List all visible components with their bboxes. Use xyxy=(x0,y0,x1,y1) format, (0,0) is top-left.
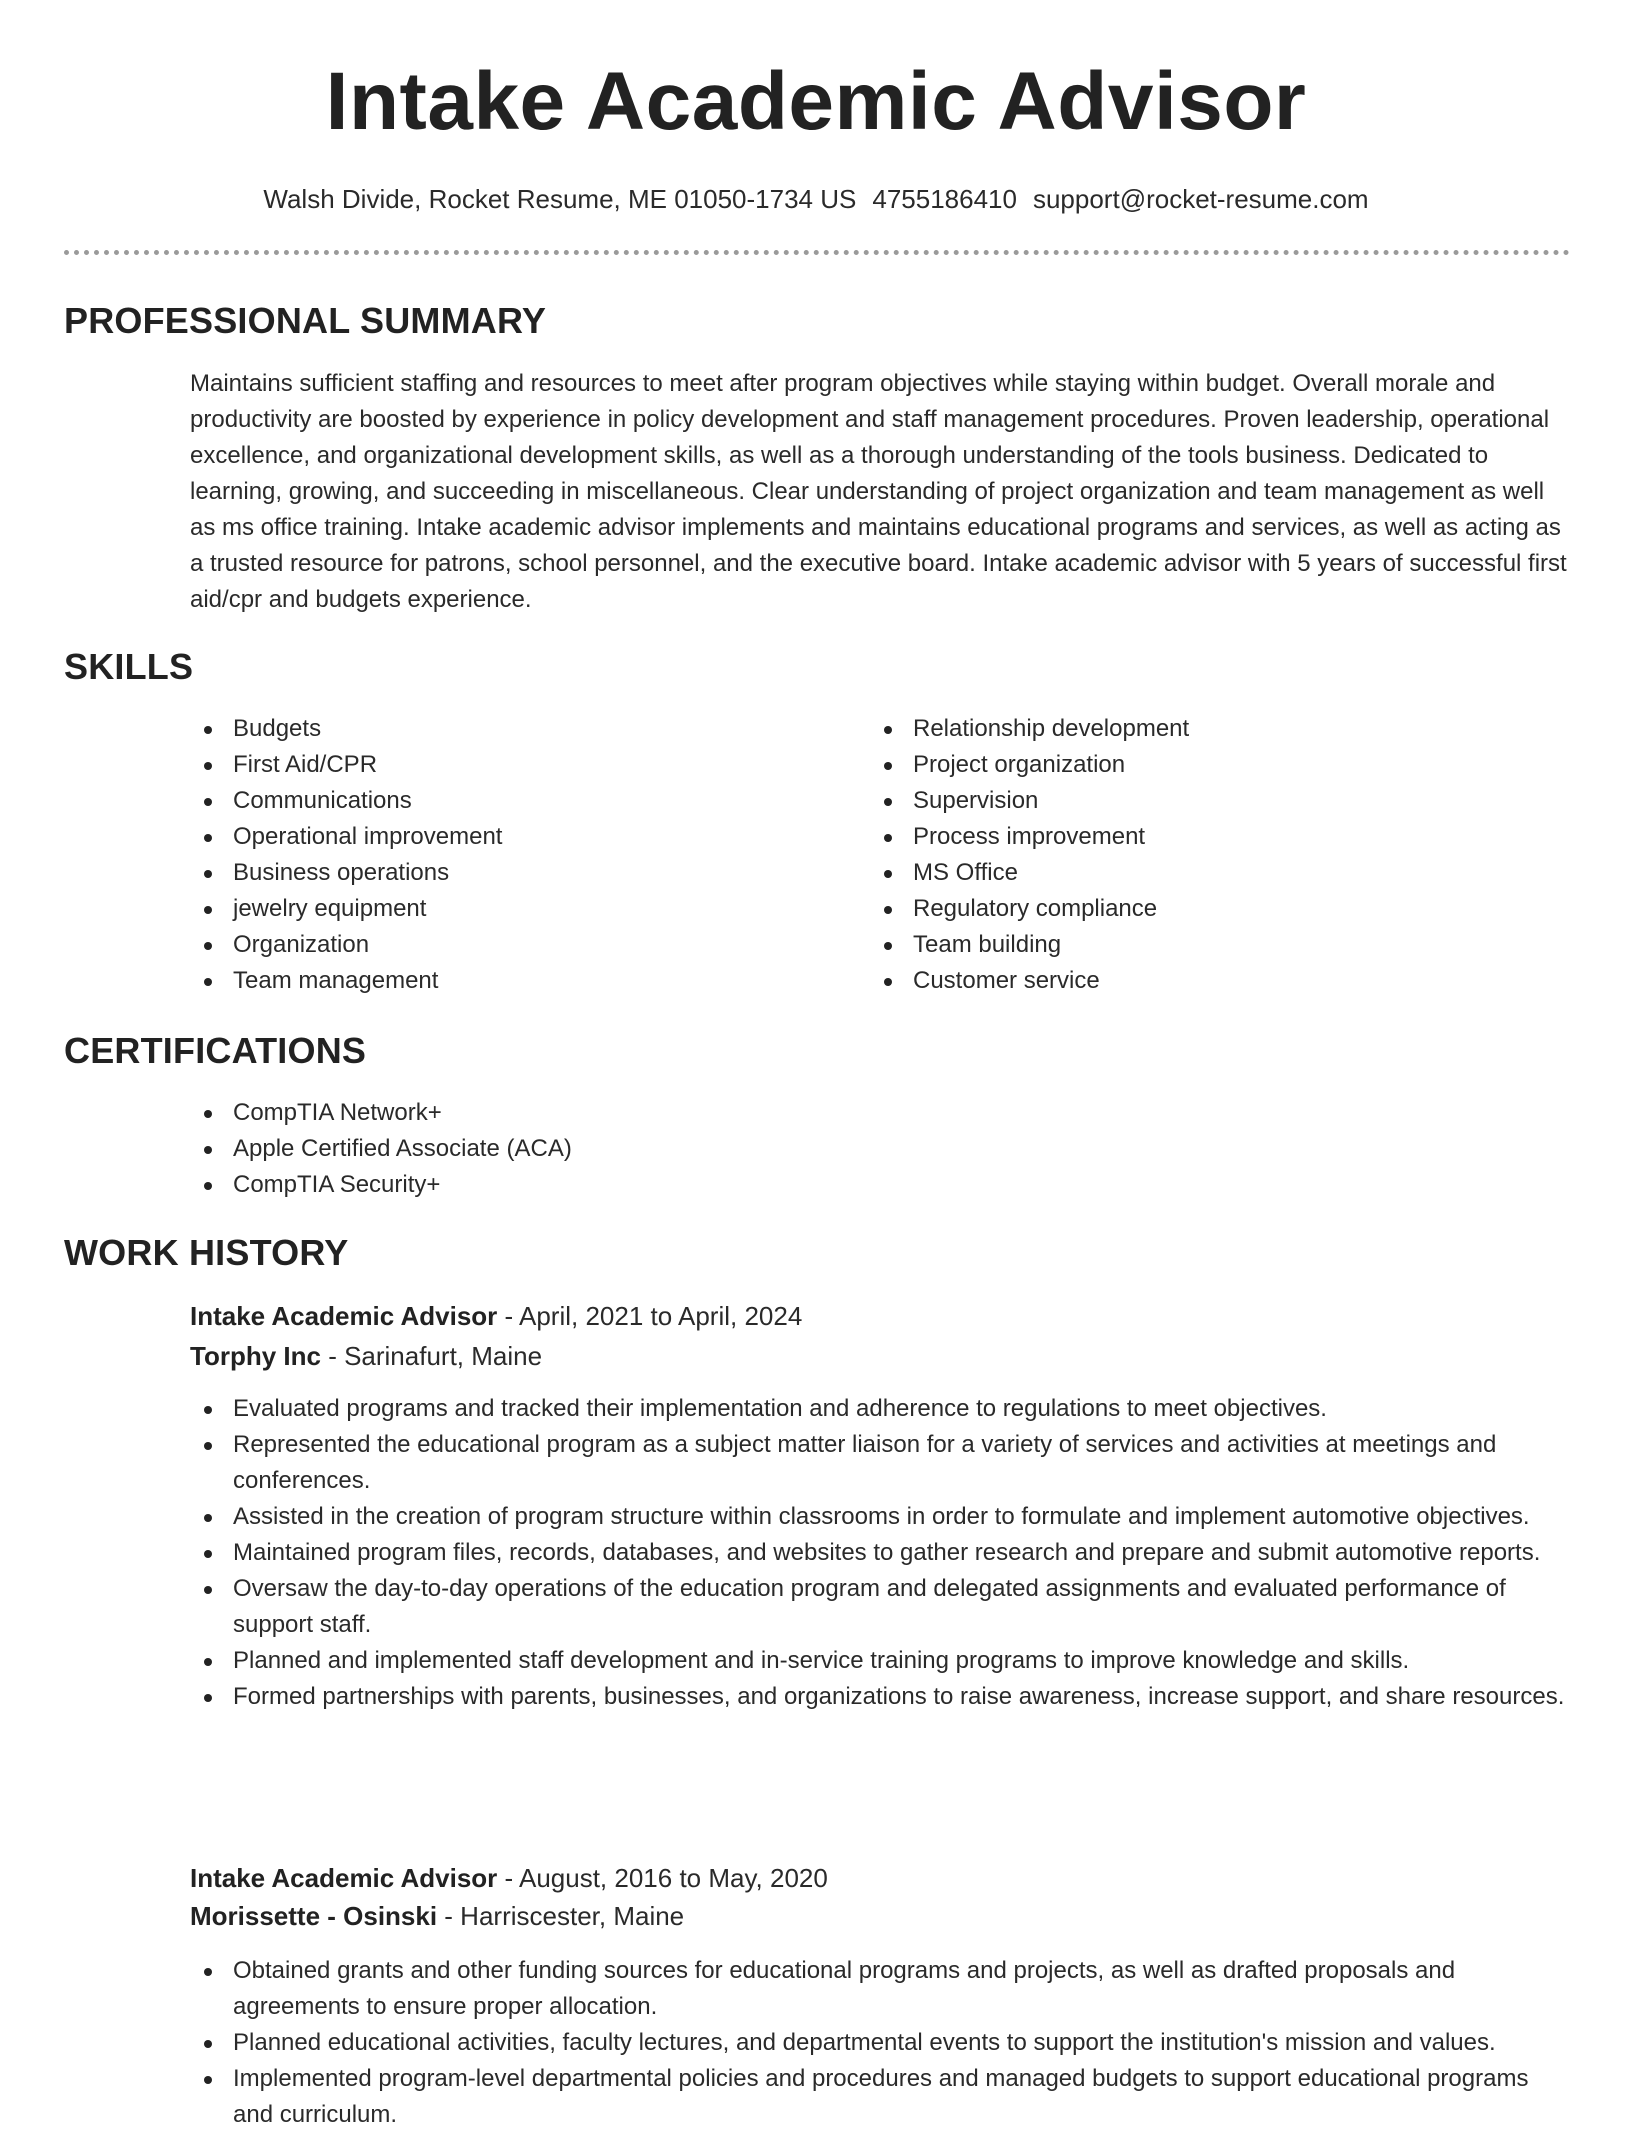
job-company: Morissette - Osinski xyxy=(190,1901,438,1931)
job-location: - Harriscester, Maine xyxy=(437,1901,685,1931)
job-duty-item: Assisted in the creation of program structure within classrooms in order to formulate and implement automotive objectives. xyxy=(190,1499,1570,1535)
job-duties-list xyxy=(190,1953,1570,2133)
job-location: - Sarinafurt, Maine xyxy=(320,1341,543,1371)
job-duty-item: Maintained program files, records, databases, and websites to gather research and prepare and submit automotive reports. xyxy=(190,1535,1570,1571)
skill-item: Team building xyxy=(870,927,1510,963)
skill-item: Relationship development xyxy=(870,711,1510,747)
skill-item: Communications xyxy=(190,783,830,819)
skill-item: MS Office xyxy=(870,855,1510,891)
certification-item: CompTIA Network+ xyxy=(190,1095,1090,1131)
certifications-heading: CERTIFICATIONS xyxy=(64,1030,367,1071)
job-duty-item: Evaluated programs and tracked their implementation and adherence to regulations to meet objectives. xyxy=(190,1391,1570,1427)
summary-heading: PROFESSIONAL SUMMARY xyxy=(64,300,547,341)
skill-item: Organization xyxy=(190,927,830,963)
job-duty-item: Implemented program-level departmental policies and procedures and managed budgets to support educational programs and curriculum. xyxy=(190,2061,1570,2133)
contact-line xyxy=(0,182,1632,216)
job-duty-item: Represented the educational program as a subject matter liaison for a variety of services and activities at meetings and conferences. xyxy=(190,1427,1570,1499)
skills-list-left xyxy=(190,711,830,999)
contact-email[interactable]: support@rocket-resume.com xyxy=(1032,184,1369,214)
job-duties-list xyxy=(190,1391,1570,1715)
skill-item: Customer service xyxy=(870,963,1510,999)
summary-text: Maintains sufficient staffing and resources to meet after program objectives while staying within budget. Overall morale and productivity are boosted by experience in policy development and staff management procedures. Proven leadership, operational excellence, and organizational development skills, as well as a thorough understanding of the tools business. Dedicated to learning, growing, and succeeding in miscellaneous. Clear understanding of project organization and team management as well as ms office training. Intake academic advisor implements and maintains educational programs and services, as well as acting as a trusted resource for patrons, school personnel, and the executive board. Intake academic advisor with 5 years of successful first aid/cpr and budgets experience. xyxy=(190,370,1567,613)
certification-item: CompTIA Security+ xyxy=(190,1167,1090,1203)
job-duty-item: Obtained grants and other funding sources for educational programs and projects, as well as drafted proposals and agreements to ensure proper allocation. xyxy=(190,1953,1570,2025)
job-title-line xyxy=(190,1298,802,1334)
skill-item: Operational improvement xyxy=(190,819,830,855)
job-company: Torphy Inc xyxy=(190,1341,321,1371)
contact-address: Walsh Divide, Rocket Resume, ME 01050-1734 US xyxy=(263,184,857,214)
skills-heading: SKILLS xyxy=(64,646,194,687)
job-duty-item: Planned educational activities, faculty lectures, and departmental events to support the institution's mission and values. xyxy=(190,2025,1570,2061)
job-duty-item: Oversaw the day-to-day operations of the education program and delegated assignments and evaluated performance of support staff. xyxy=(190,1571,1570,1643)
skill-item: Project organization xyxy=(870,747,1510,783)
job-title-line xyxy=(190,1860,828,1896)
skill-item: Budgets xyxy=(190,711,830,747)
header-divider xyxy=(64,250,1570,255)
work-history-heading: WORK HISTORY xyxy=(64,1232,349,1273)
job-company-line xyxy=(190,1338,542,1374)
job-title: Intake Academic Advisor xyxy=(190,1863,498,1893)
skill-item: jewelry equipment xyxy=(190,891,830,927)
job-company-line xyxy=(190,1898,684,1934)
job-duty-item: Formed partnerships with parents, businesses, and organizations to raise awareness, increase support, and share resources. xyxy=(190,1679,1570,1715)
job-dates: - April, 2021 to April, 2024 xyxy=(497,1301,803,1331)
skills-list-right xyxy=(870,711,1510,999)
skill-item: First Aid/CPR xyxy=(190,747,830,783)
skill-item: Business operations xyxy=(190,855,830,891)
skill-item: Supervision xyxy=(870,783,1510,819)
skill-item: Regulatory compliance xyxy=(870,891,1510,927)
skill-item: Process improvement xyxy=(870,819,1510,855)
certification-item: Apple Certified Associate (ACA) xyxy=(190,1131,1090,1167)
candidate-name: Intake Academic Advisor xyxy=(325,56,1307,147)
job-duty-item: Planned and implemented staff development and in-service training programs to improve knowledge and skills. xyxy=(190,1643,1570,1679)
certifications-list xyxy=(190,1095,1090,1203)
skill-item: Team management xyxy=(190,963,830,999)
job-dates: - August, 2016 to May, 2020 xyxy=(497,1863,828,1893)
contact-phone: 4755186410 xyxy=(872,184,1017,214)
job-title: Intake Academic Advisor xyxy=(190,1301,498,1331)
